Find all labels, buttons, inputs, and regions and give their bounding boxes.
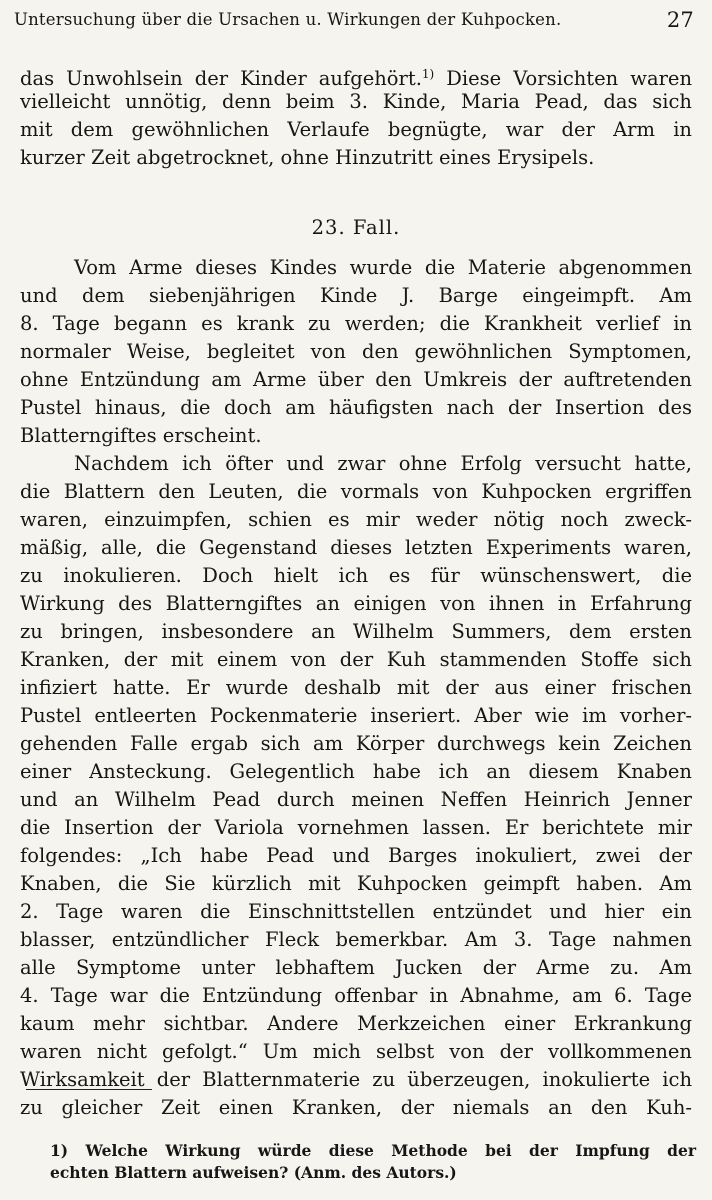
footnote-divider xyxy=(26,1089,152,1090)
text-line: Pustel hinaus, die doch am häufigsten nach der Insertion des xyxy=(20,396,692,419)
text-line: 4. Tage war die Entzündung offenbar in Abnahme, am 6. Tage xyxy=(20,984,692,1007)
text-line: Nachdem ich öfter und zwar ohne Erfolg versucht hatte, xyxy=(74,452,692,475)
text-line: zu bringen, insbesondere an Wilhelm Summers, dem ersten xyxy=(20,620,692,643)
text-line: vielleicht unnötig, denn beim 3. Kinde, Maria Pead, das sich xyxy=(20,90,692,113)
text-line: kaum mehr sichtbar. Andere Merkzeichen einer Erkrankung xyxy=(20,1012,692,1035)
text-line: Knaben, die Sie kürzlich mit Kuhpocken geimpft haben. Am xyxy=(20,872,692,895)
text-line: zu gleicher Zeit einen Kranken, der niemals an den Kuh- xyxy=(20,1096,692,1119)
text-line: und an Wilhelm Pead durch meinen Neffen Heinrich Jenner xyxy=(20,788,692,811)
text-line: waren nicht gefolgt.“ Um mich selbst von der vollkommenen xyxy=(20,1040,692,1063)
text-line: blasser, entzündlicher Fleck bemerkbar. Am 3. Tage nahmen xyxy=(20,928,692,951)
text-line: 8. Tage begann es krank zu werden; die Krankheit verlief in xyxy=(20,312,692,335)
text-line: mäßig, alle, die Gegenstand dieses letzten Experiments waren, xyxy=(20,536,692,559)
text-line: Pustel entleerten Pockenmaterie inseriert. Aber wie im vorher- xyxy=(20,704,692,727)
text-line: mit dem gewöhnlichen Verlaufe begnügte, war der Arm in xyxy=(20,118,692,141)
footnote-line: echten Blattern aufweisen? (Anm. des Autors.) xyxy=(50,1163,457,1182)
text-line: einer Ansteckung. Gelegentlich habe ich an diesem Knaben xyxy=(20,760,692,783)
text-line: 2. Tage waren die Einschnittstellen entzündet und hier ein xyxy=(20,900,692,923)
text-line: die Insertion der Variola vornehmen lassen. Er berichtete mir xyxy=(20,816,692,839)
text-line: normaler Weise, begleitet von den gewöhnlichen Symptomen, xyxy=(20,340,692,363)
text-line: Wirksamkeit der Blatternmaterie zu überzeugen, inokulierte ich xyxy=(20,1068,692,1091)
text-line-start: das Unwohlsein der Kinder aufgehört. xyxy=(20,67,422,90)
running-header xyxy=(14,10,694,36)
text-line: alle Symptome unter lebhaftem Jucken der Arme zu. Am xyxy=(20,956,692,979)
text-line xyxy=(20,60,692,88)
page-number: 27 xyxy=(666,8,694,32)
text-line: und dem siebenjährigen Kinde J. Barge eingeimpft. Am xyxy=(20,284,692,307)
footnote-line: 1) Welche Wirkung würde diese Methode bei der Impfung der xyxy=(50,1141,696,1160)
text-line: Vom Arme dieses Kindes wurde die Materie abgenommen xyxy=(74,256,692,279)
text-line: folgendes: „Ich habe Pead und Barges inokuliert, zwei der xyxy=(20,844,692,867)
text-line: Kranken, der mit einem von der Kuh stammenden Stoffe sich xyxy=(20,648,692,671)
footnote-reference: 1) xyxy=(421,67,435,81)
text-line: zu inokulieren. Doch hielt ich es für wünschenswert, die xyxy=(20,564,692,587)
text-line: gehenden Falle ergab sich am Körper durchwegs kein Zeichen xyxy=(20,732,692,755)
text-line-end: Diese Vorsichten waren xyxy=(446,67,692,90)
text-line: waren, einzuimpfen, schien es mir weder nötig noch zweck- xyxy=(20,508,692,531)
text-line: ohne Entzündung am Arme über den Umkreis der auftretenden xyxy=(20,368,692,391)
text-line: Blatterngiftes erscheint. xyxy=(20,424,262,447)
text-line: Wirkung des Blatterngiftes an einigen von ihnen in Erfahrung xyxy=(20,592,692,615)
text-line: kurzer Zeit abgetrocknet, ohne Hinzutritt eines Erysipels. xyxy=(20,146,595,169)
running-title: Untersuchung über die Ursachen u. Wirkungen der Kuhpocken. xyxy=(14,10,562,29)
section-heading: 23. Fall. xyxy=(311,216,401,239)
text-line: infiziert hatte. Er wurde deshalb mit der aus einer frischen xyxy=(20,676,692,699)
text-line: die Blattern den Leuten, die vormals von Kuhpocken ergriffen xyxy=(20,480,692,503)
